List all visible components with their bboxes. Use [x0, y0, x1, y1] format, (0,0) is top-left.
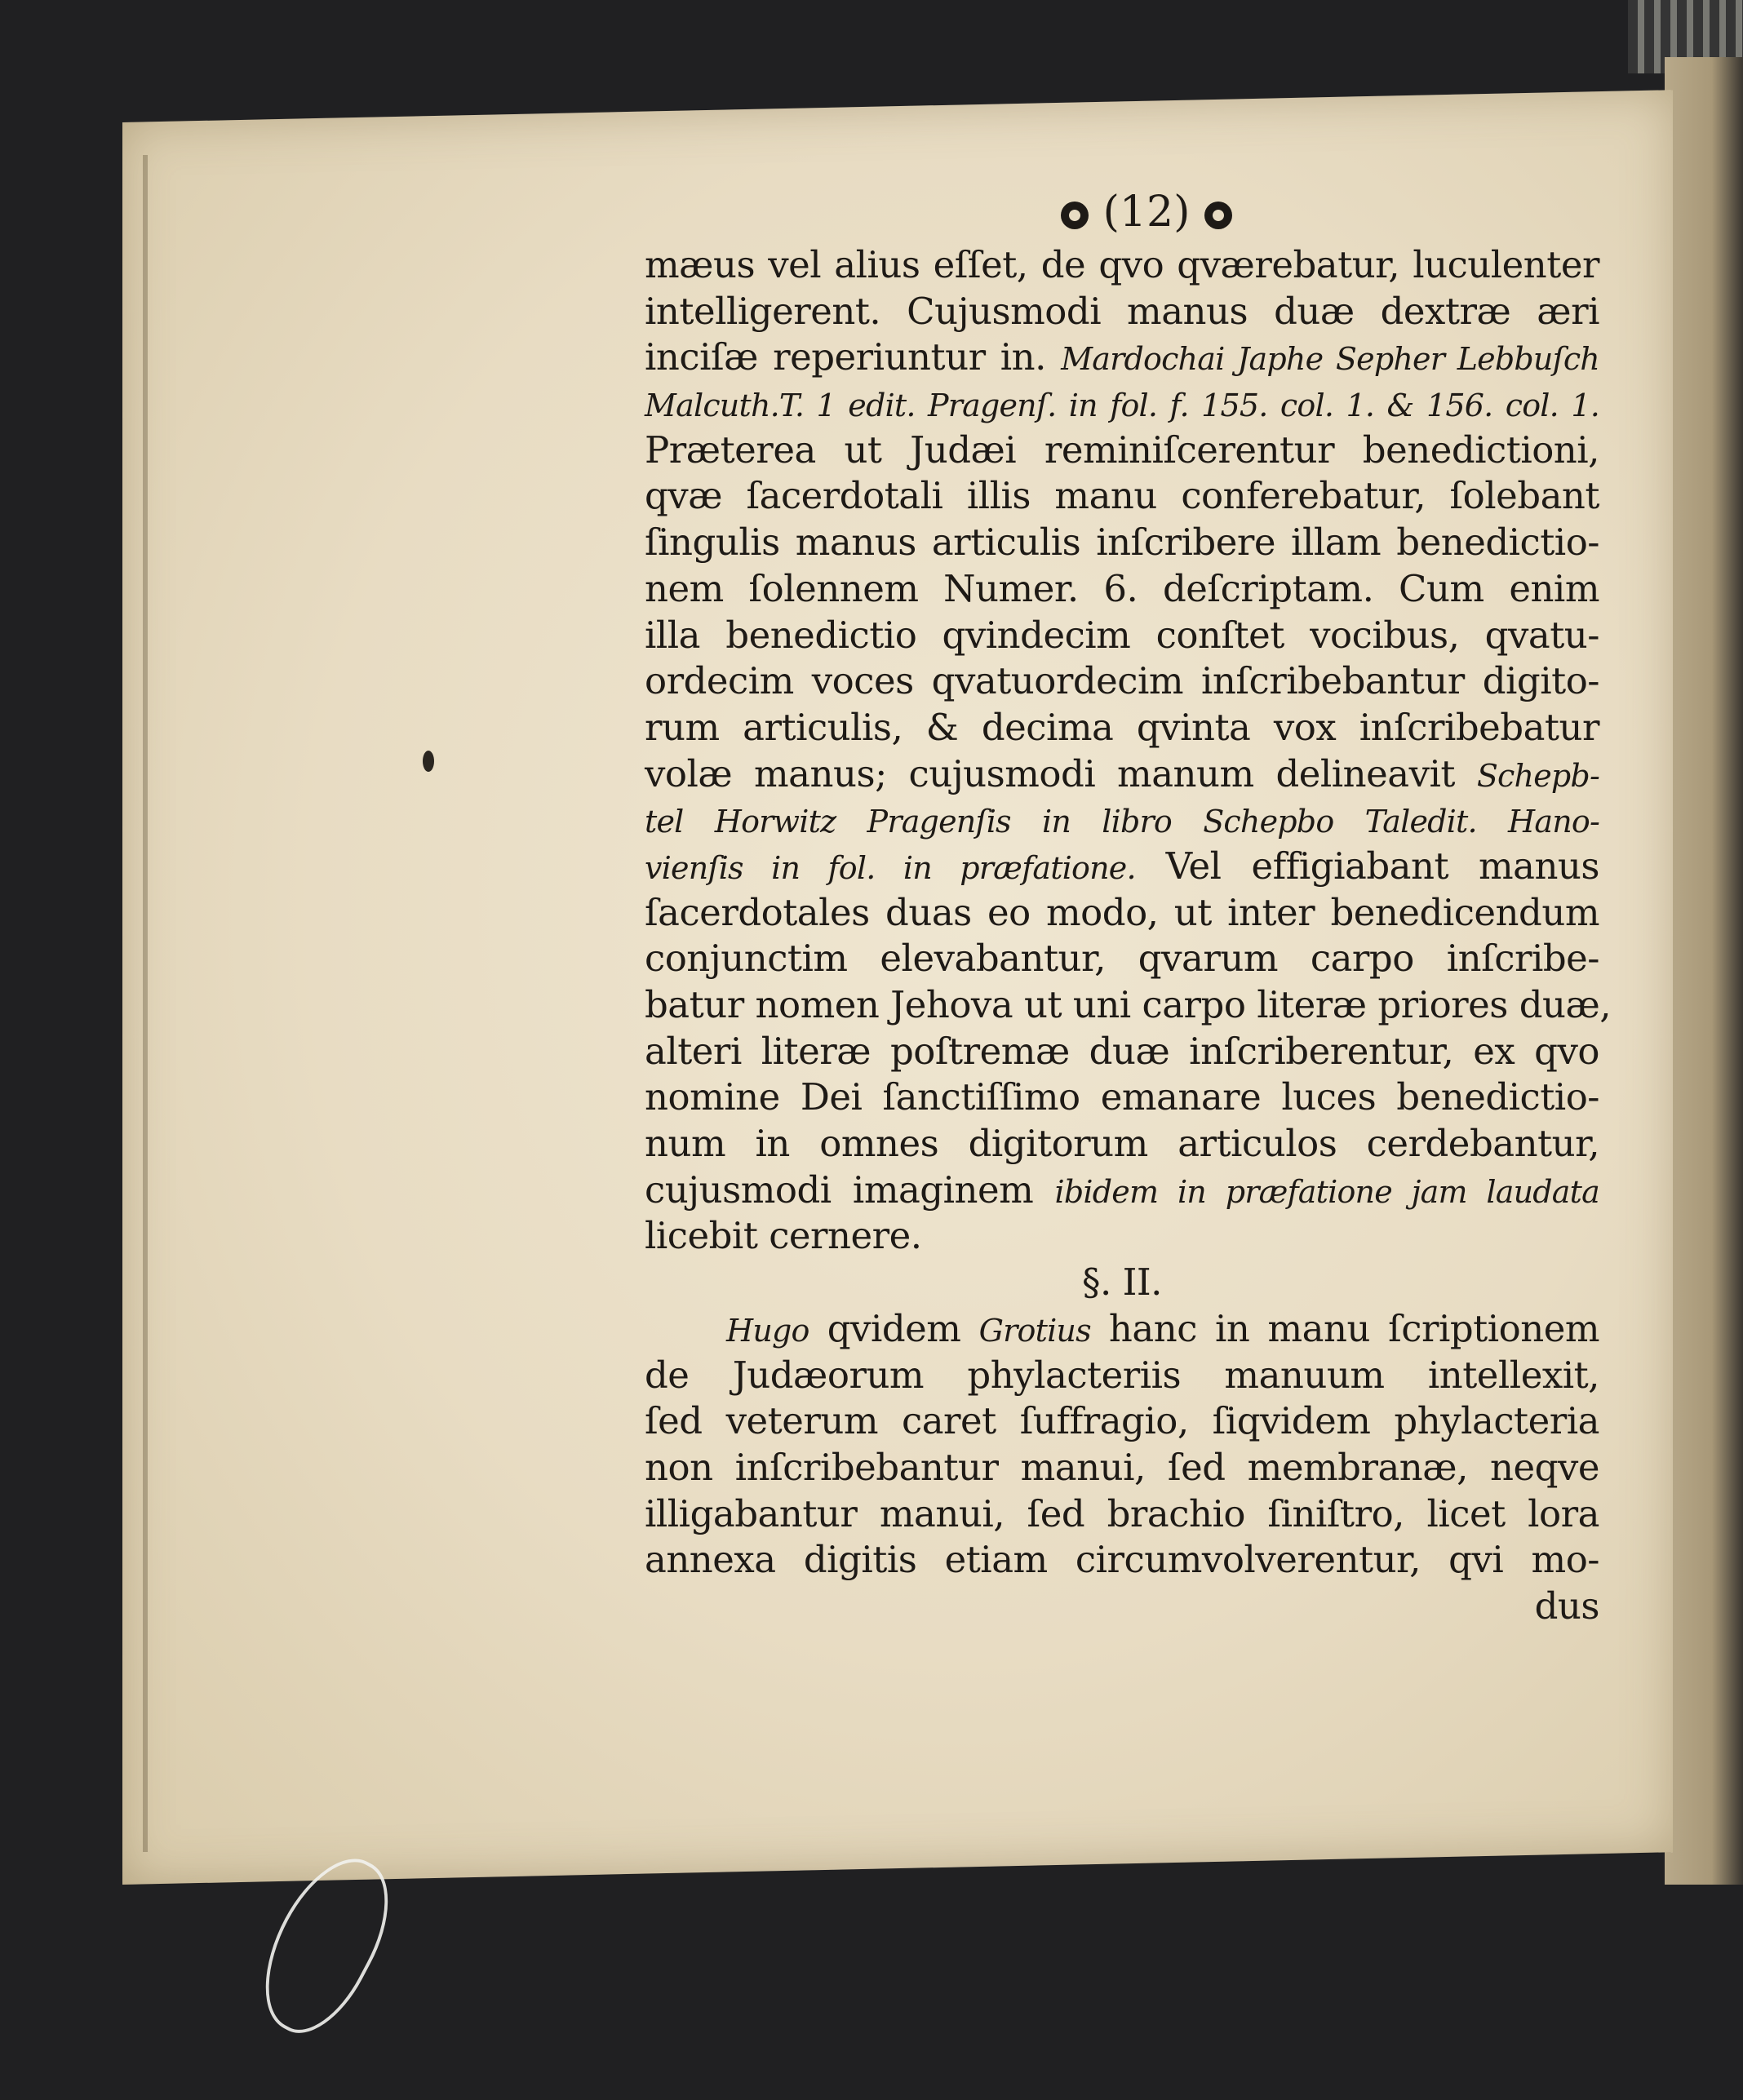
text-line: conjunctim elevabantur, qvarum carpo inſcribe-	[645, 937, 1599, 981]
text-line: ſed veterum caret ſuffragio, ſiqvidem phylacteria	[645, 1399, 1599, 1443]
section-heading: §. II.	[1082, 1260, 1162, 1305]
page-header	[694, 184, 1599, 241]
text-line: Præterea ut Judæi reminiſcerentur benedictioni,	[645, 428, 1599, 472]
text-line: ſingulis manus articulis inſcribere illam benedictio-	[645, 521, 1599, 565]
text-line: illa benedictio qvindecim conſtet vocibus, qvatu-	[645, 613, 1599, 657]
text-line: licebit cernere.	[645, 1214, 922, 1258]
text-line: tel Horwitz Pragenſis in libro Schepbo Taledit. Hano-	[645, 804, 1599, 840]
catchword: dus	[1534, 1584, 1599, 1628]
page-number: (12)	[1102, 188, 1191, 237]
ornament-right-icon	[1204, 202, 1232, 229]
text-line: batur nomen Jehova ut uni carpo literæ priores duæ,	[645, 983, 1612, 1026]
text-line: volæ manus; cujusmodi manum delineavit Schepb-	[645, 751, 1599, 795]
text-block	[645, 184, 1612, 1630]
text-line: Malcuth.T. 1 edit. Pragenſ. in fol. f. 155. col. 1. & 156. col. 1.	[645, 388, 1599, 424]
text-line: ſacerdotales duas eo modo, ut inter benedicendum	[645, 890, 1599, 934]
ornament-left-icon	[1061, 202, 1089, 229]
text-line: mæus vel alius eſſet, de qvo qværebatur, luculenter	[645, 243, 1599, 286]
ink-spot	[423, 751, 434, 772]
text-line: illigabantur manui, ſed brachio ſiniſtro, licet lora	[645, 1491, 1599, 1535]
text-line: Hugo qvidem Grotius hanc in manu ſcriptionem	[726, 1306, 1600, 1350]
text-line: intelligerent. Cujusmodi manus duæ dextræ æri	[645, 289, 1599, 333]
text-line: qvæ ſacerdotali illis manu conferebatur, ſolebant	[645, 474, 1599, 518]
text-line: nomine Dei ſanctiſſimo emanare luces benedictio-	[645, 1075, 1599, 1119]
text-line: non inſcribebantur manui, ſed membranæ, neqve	[645, 1445, 1599, 1489]
text-line: ordecim voces qvatuordecim inſcribebantur digito-	[645, 659, 1599, 703]
text-line: nem ſolennem Numer. 6. deſcriptam. Cum enim	[645, 566, 1599, 610]
text-line: num in omnes digitorum articulos cerdebantur,	[645, 1122, 1599, 1166]
text-line: de Judæorum phylacteriis manuum intellexit,	[645, 1353, 1599, 1397]
text-line: annexa digitis etiam circumvolverentur, qvi mo-	[645, 1538, 1599, 1582]
page-fold-edge	[143, 155, 148, 1852]
text-line: alteri literæ poſtremæ duæ inſcriberentur, ex qvo	[645, 1029, 1599, 1073]
text-line: rum articulis, & decima qvinta vox inſcribebatur	[645, 705, 1599, 749]
facing-page-edge	[1665, 57, 1743, 1885]
text-line: cujusmodi imaginem ibidem in præfatione jam laudata	[645, 1167, 1599, 1212]
text-line: inciſæ reperiuntur in. Mardochai Japhe Sepher Lebbuſch	[645, 335, 1599, 379]
text-line: vienſis in fol. in præfatione. Vel effigiabant manus	[645, 844, 1599, 888]
